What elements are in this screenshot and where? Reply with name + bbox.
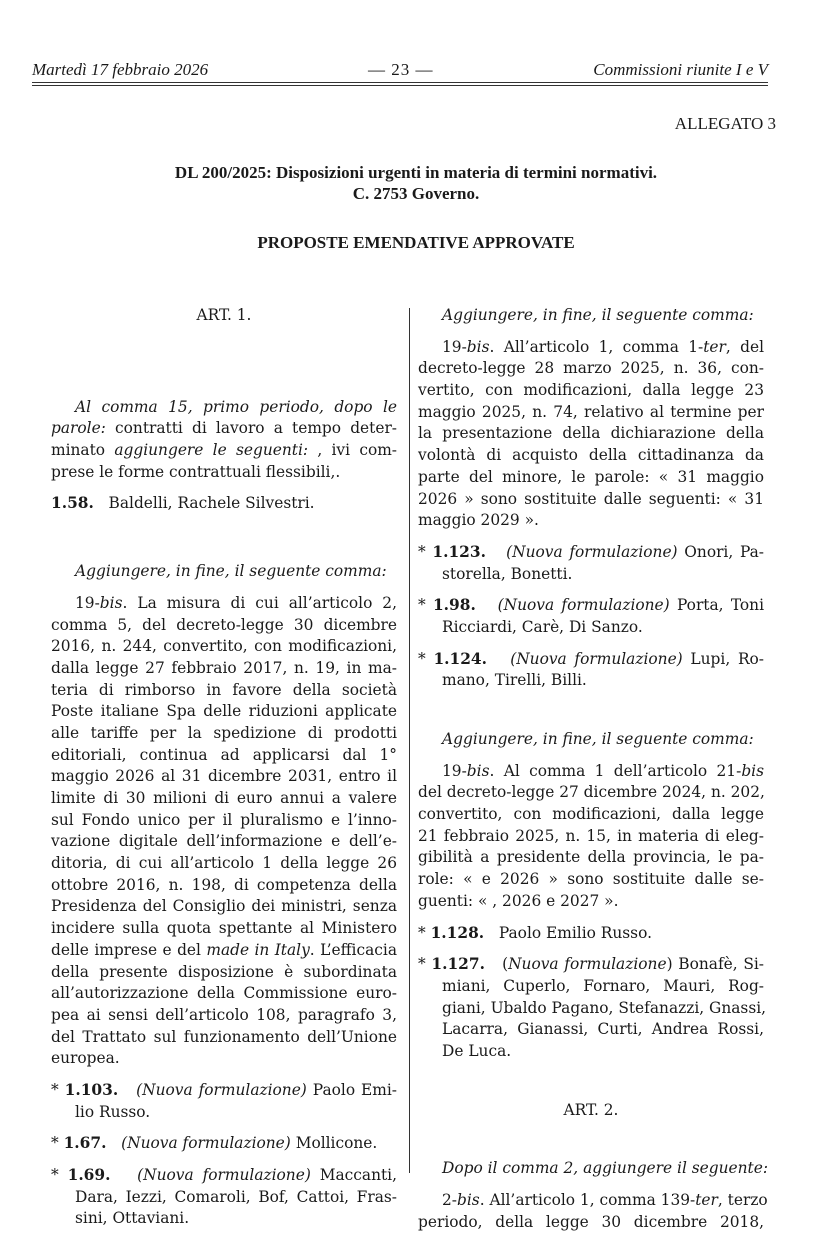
text-italic: bis	[457, 1191, 480, 1210]
text-line: gibilità a presidente della provincia, le pa-	[418, 848, 764, 867]
header-date: Martedì 17 febbraio 2026	[32, 60, 209, 79]
amendment-note: Nuova formulazione	[508, 955, 667, 974]
text-run: 2-	[442, 1191, 457, 1210]
text-line: storella, Bonetti.	[442, 564, 573, 583]
text-line: pea ai sensi dell’articolo 108, paragrafo 3,	[51, 1005, 397, 1024]
text-line	[418, 542, 764, 564]
text-run: 19-	[75, 593, 100, 612]
text-run: (	[496, 955, 509, 974]
signatories	[51, 1165, 397, 1230]
amendment-note: (Nuova formulazione)	[121, 1134, 291, 1153]
text-line	[51, 940, 397, 962]
text-line: Dara, Iezzi, Comaroli, Bof, Cattoi, Fras-	[75, 1187, 397, 1206]
amendment-intro: Aggiungere, in fine, il seguente comma:	[442, 730, 754, 748]
star-marker: *	[418, 955, 432, 974]
annex-label: ALLEGATO 3	[674, 114, 776, 133]
text-run: contratti di lavoro a tempo deter-	[105, 419, 397, 438]
text-line: guenti: « , 2026 e 2027 ».	[418, 891, 619, 910]
text-line: incidere sulla quota spettante al Ministero	[51, 919, 397, 938]
text-line: Ricciardi, Carè, Di Sanzo.	[442, 617, 643, 636]
text-italic: bis	[466, 761, 490, 780]
text-italic: ter	[703, 337, 726, 356]
star-marker: *	[418, 923, 431, 942]
text-line	[51, 1165, 397, 1187]
signatories	[418, 595, 764, 638]
text-line: vertito, con modificazioni, dalla legge 23	[418, 381, 764, 400]
text-line: vazione digitale dell’informazione e dell’e-	[51, 832, 397, 851]
text-run: )	[666, 955, 673, 974]
amendment-number: 1.58.	[51, 494, 94, 513]
text-line: giani, Ubaldo Pagano, Stefanazzi, Gnassi,	[442, 998, 767, 1017]
document-subtitle: PROPOSTE EMENDATIVE APPROVATE	[257, 233, 575, 252]
signatory-names: Onori, Pa-	[677, 542, 764, 561]
text-run: 19-	[442, 761, 467, 780]
text-line: maggio 2025, n. 74, relativo al termine per	[418, 402, 764, 421]
right-column	[418, 305, 769, 1233]
amendment-text	[418, 1190, 768, 1233]
text-italic: made in Italy	[206, 940, 310, 959]
amendment-number: 1.103.	[64, 1080, 119, 1099]
amendment-text	[418, 761, 764, 913]
text-line: all’autorizzazione della Commissione euro-	[51, 984, 397, 1003]
amendment-note: (Nuova formulazione)	[510, 649, 683, 668]
text-run: . L’efficacia	[309, 940, 397, 959]
amendment-note: (Nuova formulazione)	[137, 1166, 311, 1185]
signatory-names: Porta, Toni	[669, 596, 764, 615]
document-title: DL 200/2025: Disposizioni urgenti in materia di termini normativi.	[174, 163, 658, 182]
text-line	[51, 418, 397, 440]
text-line: del decreto-legge 27 dicembre 2024, n. 202,	[418, 783, 765, 802]
article-heading: ART. 1.	[196, 306, 252, 324]
text-line	[418, 761, 764, 783]
signatories	[418, 649, 764, 692]
text-run: . Al comma 1 dell’articolo 21-	[489, 761, 742, 780]
text-line: Lacarra, Gianassi, Curti, Andrea Rossi,	[442, 1020, 764, 1039]
signatories	[418, 542, 764, 585]
amendment-note: (Nuova formulazione)	[506, 542, 678, 561]
left-column	[51, 305, 397, 1230]
text-line	[418, 1190, 768, 1212]
page-number: — 23 —	[368, 60, 434, 79]
text-line: maggio 2029 ».	[418, 511, 539, 530]
text-run: , terzo	[717, 1191, 768, 1210]
text-line: Al comma 15, primo periodo, dopo le	[75, 397, 397, 416]
star-marker: *	[51, 1134, 64, 1153]
signatories	[418, 954, 767, 1062]
text-line: prese le forme contrattuali flessibili,.	[51, 462, 341, 481]
amendment-text	[51, 397, 397, 484]
text-run: 19-	[442, 337, 467, 356]
header-rule-double	[32, 85, 768, 86]
signatory-names: Baldelli, Rachele Silvestri.	[108, 494, 315, 513]
star-marker: *	[418, 649, 434, 668]
text-run: , ivi com-	[308, 441, 397, 460]
text-line: dalla legge 27 febbraio 2017, n. 19, in ma-	[51, 658, 397, 677]
text-line	[418, 649, 764, 671]
amendment-number: 1.69.	[67, 1166, 111, 1185]
article-heading: ART. 2.	[563, 1100, 619, 1119]
signatories	[51, 1133, 397, 1155]
amendment-number: 1.67.	[63, 1134, 107, 1153]
text-run: minato	[51, 441, 115, 460]
text-line: ditoria, di cui all’articolo 1 della legge 26	[51, 854, 397, 873]
amendment-note: (Nuova formulazione)	[136, 1080, 307, 1099]
text-line: maggio 2026 al 31 dicembre 2031, entro il	[51, 767, 397, 786]
text-italic: aggiungere le seguenti:	[114, 441, 309, 460]
star-marker: *	[51, 1080, 65, 1099]
text-run: . All’articolo 1, comma 139-	[479, 1191, 696, 1210]
amendment-number: 1.124.	[433, 649, 487, 668]
column-divider	[409, 308, 410, 1173]
text-line: De Luca.	[442, 1041, 512, 1060]
star-marker: *	[418, 596, 433, 615]
text-run: . La misura di cui all’articolo 2,	[122, 593, 397, 612]
text-run: , del	[725, 337, 765, 356]
header-section: Commissioni riunite I e V	[593, 60, 768, 79]
text-run: . All’articolo 1, comma 1-	[489, 337, 704, 356]
text-line: mano, Tirelli, Billi.	[442, 671, 587, 690]
text-line: Poste italiane Spa delle riduzioni applicate	[51, 702, 397, 721]
signatory-names: Paolo Emilio Russo.	[493, 923, 652, 942]
signatories	[51, 493, 397, 515]
text-line: la presentazione della dichiarazione della	[418, 424, 764, 443]
document-title-line2: C. 2753 Governo.	[352, 184, 480, 203]
text-line	[51, 440, 397, 462]
signatory-names: Mollicone.	[290, 1134, 378, 1153]
signatory-names: Bonafè, Si-	[672, 955, 765, 974]
text-line	[418, 337, 764, 359]
text-run: delle imprese e del	[51, 940, 207, 959]
amendment-number: 1.98.	[432, 596, 476, 615]
text-italic: bis	[741, 761, 764, 780]
text-italic: bis	[466, 337, 490, 356]
text-line: 21 febbraio 2025, n. 15, in materia di eleg-	[418, 826, 764, 845]
text-line: limite di 30 milioni di euro annui a valere	[51, 789, 397, 808]
text-italic: bis	[99, 593, 123, 612]
signatories	[51, 1080, 397, 1123]
star-marker: *	[51, 1166, 68, 1185]
header-rule	[32, 82, 768, 83]
running-header	[32, 60, 768, 80]
text-line: teria di rimborso in favore della società	[51, 680, 397, 699]
text-line	[51, 1080, 397, 1102]
amendment-note: (Nuova formulazione)	[497, 596, 670, 615]
text-line: ottobre 2016, n. 198, di competenza della	[51, 875, 397, 894]
text-line: volontà di acquisto della cittadinanza da	[418, 446, 764, 465]
signatories	[418, 923, 764, 945]
signatory-names: Paolo Emi-	[306, 1080, 397, 1099]
text-line: della presente disposizione è subordinata	[51, 962, 397, 981]
text-line: periodo, della legge 30 dicembre 2018,	[418, 1212, 764, 1231]
text-line	[51, 593, 397, 615]
amendment-intro: Dopo il comma 2, aggiungere il seguente:	[442, 1159, 769, 1178]
text-line: lio Russo.	[75, 1102, 151, 1121]
text-line	[418, 954, 764, 976]
text-line: editoriali, continua ad applicarsi dal 1°	[51, 745, 397, 764]
text-line: Presidenza del Consiglio dei ministri, senza	[51, 897, 397, 916]
text-line: comma 5, del decreto-legge 30 dicembre	[51, 615, 397, 634]
text-line: convertito, con modificazioni, dalla legge	[418, 805, 764, 824]
text-italic: ter	[695, 1191, 718, 1210]
text-italic: parole:	[51, 419, 106, 438]
text-line: del Trattato sul funzionamento dell’Unione	[51, 1027, 397, 1046]
text-line: 2016, n. 244, convertito, con modificazioni,	[51, 637, 397, 656]
text-line: decreto-legge 28 marzo 2025, n. 36, con-	[418, 359, 764, 378]
amendment-number: 1.123.	[432, 542, 486, 561]
star-marker: *	[418, 542, 433, 561]
amendment-intro: Aggiungere, in fine, il seguente comma:	[442, 306, 754, 324]
text-line	[418, 595, 764, 617]
amendment-text	[51, 593, 397, 1070]
amendment-text	[418, 337, 764, 532]
text-line: sini, Ottaviani.	[75, 1209, 190, 1228]
signatory-names: Lupi, Ro-	[682, 649, 764, 668]
text-line: sul Fondo unico per il pluralismo e l’inno-	[51, 810, 397, 829]
text-line: parte del minore, le parole: « 31 maggio	[418, 467, 764, 486]
text-line	[51, 1133, 397, 1155]
text-line: miani, Cuperlo, Fornaro, Mauri, Rog-	[442, 976, 764, 995]
text-line: 2026 » sono sostituite dalle seguenti: « 31	[418, 489, 764, 508]
text-line: role: « e 2026 » sono sostituite dalle se-	[418, 870, 764, 889]
signatory-names: Maccanti,	[310, 1166, 397, 1185]
text-line: europea.	[51, 1049, 120, 1068]
amendment-intro: Aggiungere, in fine, il seguente comma:	[75, 562, 387, 581]
amendment-number: 1.128.	[430, 923, 485, 942]
text-line: alle tariffe per la spedizione di prodotti	[51, 723, 397, 742]
amendment-number: 1.127.	[431, 955, 485, 974]
